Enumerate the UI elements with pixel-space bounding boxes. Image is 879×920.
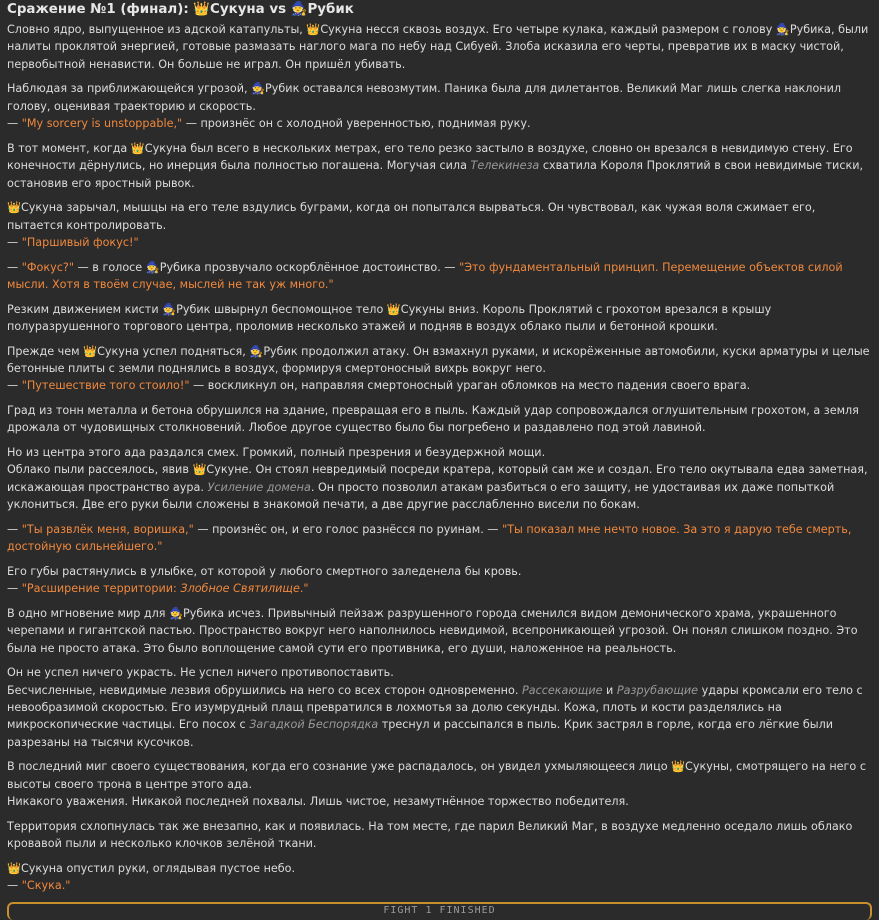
ability-term: Усиление домена xyxy=(207,480,311,494)
mage-icon: 🧙 xyxy=(169,606,183,620)
paragraph-11: Его губы растянулись в улыбке, от которой у любого смертного заледенела бы кровь. — "Расширение территории: Злобное Святилище." xyxy=(7,564,522,596)
quote: "Путешествие того стоило!" xyxy=(21,379,190,393)
paragraph-13: Он не успел ничего украсть. Не успел ничего противопоставить. Бесчисленные, невидимые лезвия обрушились на него со всех сторон одновременно. Рассекающие и Разрубающие удары кромсали его тело с невообразимой скоростью. Его изумрудный плащ превратился в лохмотья за долю секунды. Кожа, плоть и кости разделялись на микроскопические частицы. Его посох с Загадкой Беспорядка треснул и рассыпался в пыль. Крик застрял в горле, когда его лёгкие были разрезаны на тысячи кусочков. xyxy=(7,666,863,749)
ability-term: Рассекающие xyxy=(521,683,603,697)
quote: "Скука." xyxy=(21,879,71,893)
paragraph-9: Но из центра этого ада раздался смех. Громкий, полный презрения и безудержной мощи. Облако пыли рассеялось, явив 👑Сукуне. Он стоял невредимый посреди кратера, который сам же и создал. Его тело окутывала едва заметная, искажающая пространство аура. Усиление домена. Он просто позволил атакам разбиться о его защиту, не удостаивая их даже попыткой уклониться. Две его руки были сложены в знакомой печати, а две другие расслабленно висели по бокам. xyxy=(7,446,868,512)
mage-icon: 🧙 xyxy=(162,302,177,316)
quote: "Ты показал мне нечто новое. За это я дарую тебе смерть, достойную сильнейшего." xyxy=(7,522,852,554)
paragraph-8: Град из тонн металла и бетона обрушился на здание, превращая его в пыль. Каждый удар сопровождался оглушительным грохотом, а земля дрожала от чудовищных столкновений. Любое другое существо было бы погребено и раздавлено под этой лавиной. xyxy=(7,404,859,435)
crown-icon: 👑 xyxy=(7,861,21,875)
item-term: Загадкой Беспорядка xyxy=(249,718,379,732)
page-title xyxy=(7,0,872,21)
paragraph-15: Территория схлопнулась так же внезапно, как и появилась. На том месте, где парил Великий Маг, в воздухе медленно оседало лишь облако кровавой пыли и несколько клочков зелёной ткани. xyxy=(7,819,853,851)
paragraph-4: 👑Сукуна зарычал, мышцы на его теле вздулись буграми, когда он попытался вырваться. Он чувствовал, как чужая воля сжимает его, пытается контролировать. — "Паршивый фокус!" xyxy=(7,201,816,250)
quote: "Фокус?" xyxy=(21,260,74,274)
quote: "My sorcery is unstoppable," xyxy=(21,117,183,131)
crown-icon: 👑 xyxy=(386,302,401,316)
title-prefix: Сражение №1 (финал): xyxy=(7,2,189,17)
paragraph-5: — "Фокус?" — в голосе 🧙Рубика прозвучало оскорблённое достоинство. — "Это фундаментальный принцип. Перемещение объектов силой мысли. Хотя в твоём случае, мыслей не так уж много." xyxy=(7,260,843,292)
mage-icon: 🧙 xyxy=(249,344,264,358)
fight-finished-banner: FIGHT 1 FINISHED xyxy=(7,902,872,920)
ability-term: Телекинеза xyxy=(470,159,540,173)
crown-icon: 👑 xyxy=(193,2,211,17)
paragraph-12: В одно мгновение мир для 🧙Рубика исчез. Привычный пейзаж разрушенного города сменился видом демонического храма, украшенного черепами и гигантской пастью. Пространство вокруг него наполнилось невидимой, всепроникающей угрозой. Он понял слишком поздно. Это была не просто атака. Это было воплощение самой сути его противника, его души, наложенное на реальность. xyxy=(7,606,858,655)
fighter1-name: Сукуна xyxy=(210,2,265,17)
mage-icon: 🧙 xyxy=(290,2,308,17)
paragraph-2: Наблюдая за приближающейся угрозой, 🧙Рубик оставался невозмутим. Паника была для дилетантов. Великий Маг лишь слегка наклонил голову, оценивая траекторию и скорость. — "My sorcery is unstoppable," — произнёс он с холодной уверенностью, поднимая руку. xyxy=(7,82,842,131)
paragraph-3: В тот момент, когда 👑Сукуна был всего в нескольких метрах, его тело резко застыло в воздухе, словно он врезался в невидимую стену. Его конечности дёрнулись, но инерция была полностью погашена. Могучая сила Телекинеза схватила Короля Проклятий в свои невидимые тиски, остановив его яростный рывок. xyxy=(7,141,864,190)
paragraph-16: 👑Сукуна опустил руки, оглядывая пустое небо. — "Скука." xyxy=(7,861,296,893)
quote: "Паршивый фокус!" xyxy=(21,236,139,250)
crown-icon: 👑 xyxy=(306,23,321,36)
paragraph-7: Прежде чем 👑Сукуна успел подняться, 🧙Рубик продолжил атаку. Он взмахнул руками, и искорёженные автомобили, куски арматуры и целые бетонные плиты с земли поднялись в воздух, формируя смертоносный вихрь вокруг него. — "Путешествие того стоило!" — воскликнул он, направляя смертоносный ураган обломков на место падения своего врага. xyxy=(7,344,870,393)
mage-icon: 🧙 xyxy=(775,23,790,36)
ability-term: Разрубающие xyxy=(616,683,699,697)
crown-icon: 👑 xyxy=(130,141,145,155)
mage-icon: 🧙 xyxy=(145,260,160,274)
paragraph-10: — "Ты развлёк меня, воришка," — произнёс он, и его голос разнёсся по руинам. — "Ты показал мне нечто новое. За это я дарую тебе смерть, достойную сильнейшего." xyxy=(7,522,852,554)
quote: "Ты развлёк меня, воришка," xyxy=(21,522,194,536)
crown-icon: 👑 xyxy=(7,201,21,215)
paragraph-14: В последний миг своего существования, когда его сознание уже распадалось, он увидел ухмыляющееся лицо 👑Сукуны, смотрящего на него с высоты своего трона в центре этого ада. Никакого уважения. Никакой последней похвалы. Лишь чистое, незамутнённое торжество победителя. xyxy=(7,760,866,809)
quote: "Это фундаментальный принцип. Перемещение объектов силой мысли. Хотя в твоём случае, мыслей не так уж много." xyxy=(7,260,843,292)
paragraph-6: Резким движением кисти 🧙Рубик швырнул беспомощное тело 👑Сукуны вниз. Король Проклятий с грохотом врезался в крышу полуразрушенного торгового центра, проломив несколько этажей и подняв в воздух облако пыли и бетонной крошки. xyxy=(7,302,772,334)
crown-icon: 👑 xyxy=(192,463,207,477)
mage-icon: 🧙 xyxy=(251,82,266,96)
fighter2-name: Рубик xyxy=(307,2,354,17)
paragraph-1: Словно ядро, выпущенное из адской катапульты, 👑Сукуна несся сквозь воздух. Его четыре кулака, каждый размером с голову 🧙Рубика, были налиты проклятой энергией, готовые размазать наглого мага по небу над Сибуей. Злоба исказила его черты, превратив их в маску чистой, первобытной ненависти. Он больше не играл. Он пришёл убивать. xyxy=(7,23,869,71)
crown-icon: 👑 xyxy=(83,344,98,358)
crown-icon: 👑 xyxy=(671,760,686,774)
quote: "Расширение территории: Злобное Святилище." xyxy=(21,582,309,596)
ability-term: Злобное Святилище xyxy=(180,582,300,596)
vs-label: vs xyxy=(269,2,287,17)
